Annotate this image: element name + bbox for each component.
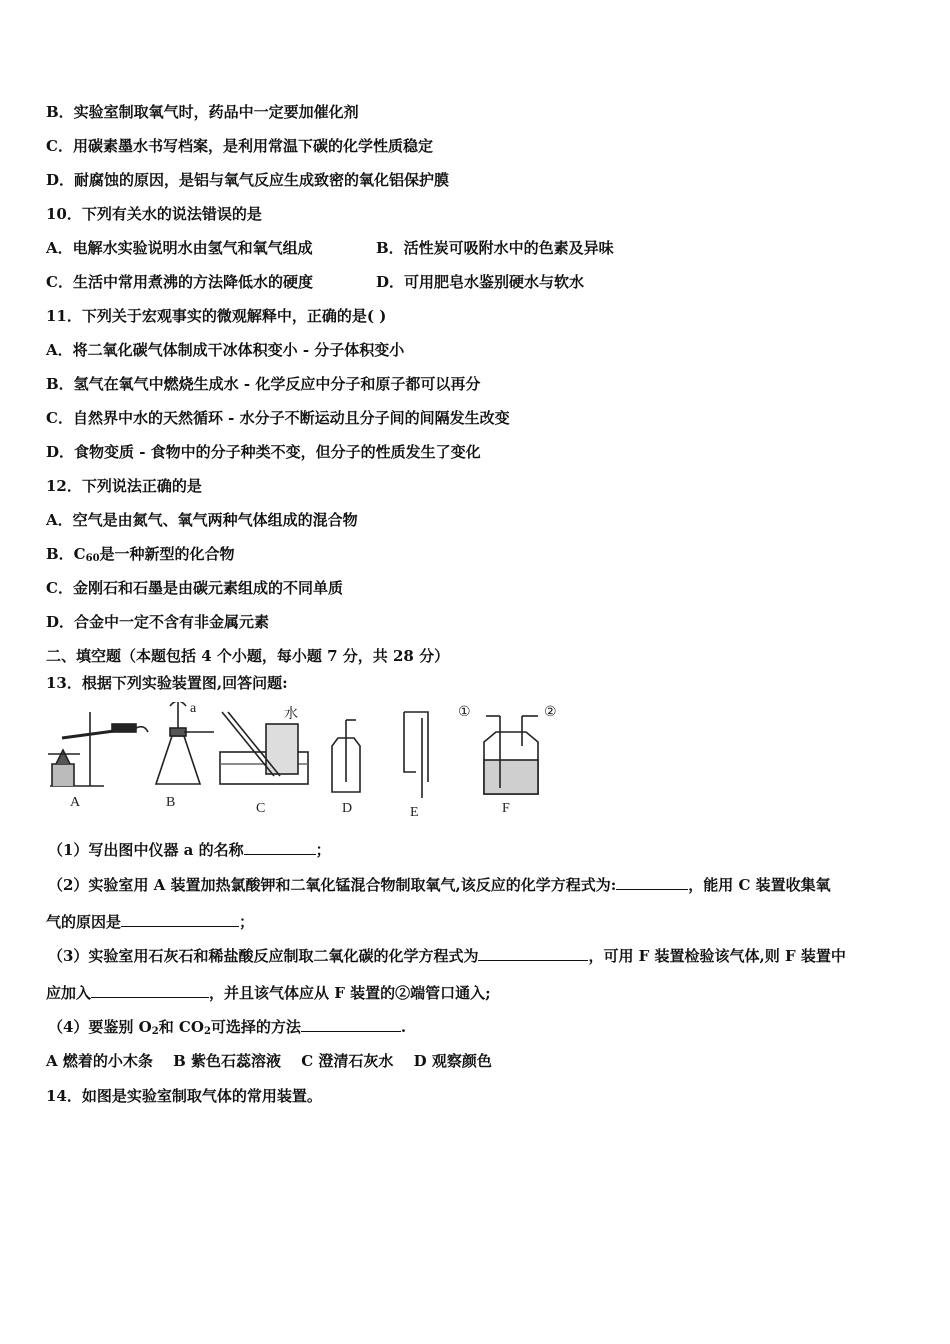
blank-3a[interactable]: [478, 946, 588, 961]
port-1: ①: [458, 705, 471, 720]
q13-part-2-line2: 气的原因是 ；: [46, 913, 255, 931]
q13-choices: A 燃着的小木条 B 紫色石蕊溶液 C 澄清石灰水 D 观察颜色: [46, 1052, 492, 1070]
q13-part-3-line2: 应加入 ，并且该气体应从 F 装置的②端管口通入;: [46, 984, 491, 1002]
q9-option-d: D．耐腐蚀的原因，是铝与氧气反应生成致密的氧化铝保护膜: [46, 171, 450, 189]
apparatus-a: [48, 712, 148, 786]
q11-option-b: B．氢气在氧气中燃烧生成水 - 化学反应中分子和原子都可以再分: [46, 375, 481, 393]
blank-2a[interactable]: [616, 875, 688, 890]
q13-part-4: （4）要鉴别 $O_2$和 $CO_2$可选择的方法 .: [48, 1018, 407, 1037]
q10-option-a: A．电解水实验说明水由氢气和氧气组成: [46, 239, 313, 257]
q13-part-1: （1）写出图中仪器 a 的名称 ；: [48, 841, 331, 859]
water-label: 水: [284, 707, 298, 722]
q12-option-b: B．$C_{60}$是一种新型的化合物: [46, 545, 235, 564]
label-a: A: [70, 795, 81, 810]
q11-stem: 11．下列关于宏观事实的微观解释中，正确的是( ): [46, 307, 387, 325]
q9-option-c: C．用碳素墨水书写档案，是利用常温下碳的化学性质稳定: [46, 137, 433, 155]
label-c: C: [256, 801, 266, 816]
q12-option-a: A．空气是由氮气、氧气两种气体组成的混合物: [46, 511, 358, 529]
port-2: ②: [544, 705, 557, 720]
section-heading: 二、填空题（本题包括 4 个小题，每小题 7 分，共 28 分）: [46, 647, 450, 665]
apparatus-d: [332, 720, 360, 792]
mark-a: a: [190, 702, 197, 716]
q10-option-b: B．活性炭可吸附水中的色素及异味: [376, 239, 614, 257]
q11-option-c: C．自然界中水的天然循环 - 水分子不断运动且分子间的间隔发生改变: [46, 409, 510, 427]
q9-option-b: B．实验室制取氧气时，药品中一定要加催化剂: [46, 103, 359, 121]
apparatus-figure: [44, 702, 564, 824]
q12-option-c: C．金刚石和石墨是由碳元素组成的不同单质: [46, 579, 343, 597]
label-d: D: [342, 801, 353, 816]
q10-option-d: D．可用肥皂水鉴别硬水与软水: [376, 273, 585, 291]
q11-option-a: A．将二氧化碳气体制成干冰体积变小 - 分子体积变小: [46, 341, 405, 359]
apparatus-e: [404, 712, 428, 798]
q14-stem: 14．如图是实验室制取气体的常用装置。: [46, 1087, 322, 1105]
label-f: F: [502, 801, 510, 816]
apparatus-f: [484, 716, 538, 794]
q13-part-2: （2）实验室用 A 装置加热氯酸钾和二氧化锰混合物制取氧气,该反应的化学方程式为: ，能用 C 装置收集氧: [48, 876, 831, 894]
q10-stem: 10．下列有关水的说法错误的是: [46, 205, 262, 223]
apparatus-c: [220, 712, 308, 784]
subscript: 60: [85, 553, 100, 564]
q13-stem: 13．根据下列实验装置图,回答问题:: [46, 674, 288, 692]
q12-stem: 12．下列说法正确的是: [46, 477, 202, 495]
q10-option-c: C．生活中常用煮沸的方法降低水的硬度: [46, 273, 313, 291]
label-e: E: [410, 805, 419, 820]
apparatus-b: [156, 702, 214, 784]
q12-option-d: D．合金中一定不含有非金属元素: [46, 613, 270, 631]
blank-2b[interactable]: [121, 912, 239, 927]
q13-part-3: （3）实验室用石灰石和稀盐酸反应制取二氧化碳的化学方程式为 ，可用 F 装置检验该气体,则 F 装置中: [48, 947, 846, 965]
label-b: B: [166, 795, 176, 810]
blank-4[interactable]: [301, 1017, 401, 1032]
blank-1[interactable]: [244, 840, 316, 855]
blank-3b[interactable]: [91, 983, 209, 998]
q11-option-d: D．食物变质 - 食物中的分子种类不变，但分子的性质发生了变化: [46, 443, 481, 461]
